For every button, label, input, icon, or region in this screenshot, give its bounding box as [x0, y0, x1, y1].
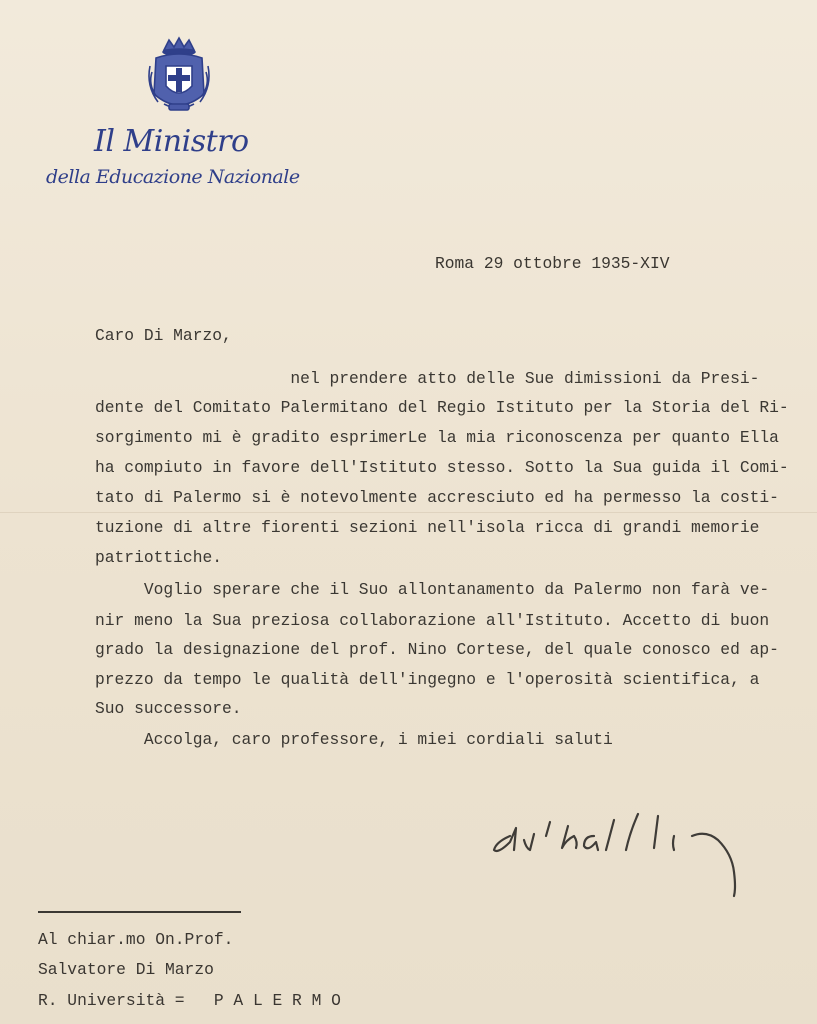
body-line: nel prendere atto delle Sue dimissioni da Presi- — [95, 369, 760, 388]
address-line: Salvatore Di Marzo — [38, 960, 214, 979]
body-line: Accolga, caro professore, i miei cordiali saluti — [95, 730, 613, 749]
body-line: grado la designazione del prof. Nino Cortese, del quale conosco ed ap- — [95, 640, 779, 659]
address-divider — [38, 911, 241, 913]
paper-fold — [0, 512, 817, 513]
body-line: dente del Comitato Palermitano del Regio Istituto per la Storia del Ri- — [95, 398, 789, 417]
body-line: Voglio sperare che il Suo allontanamento da Palermo non farà ve- — [95, 580, 770, 599]
letterhead-subtitle: della Educazione Nazionale — [46, 166, 300, 188]
body-line: sorgimento mi è gradito esprimerLe la mia riconoscenza per quanto Ella — [95, 428, 779, 447]
letter-date: Roma 29 ottobre 1935-XIV — [435, 254, 670, 273]
body-line: patriottiche. — [95, 548, 223, 567]
salutation: Caro Di Marzo, — [95, 326, 232, 345]
address-line: Al chiar.mo On.Prof. — [38, 930, 234, 949]
body-line: tato di Palermo si è notevolmente accresciuto ed ha permesso la costi- — [95, 488, 779, 507]
royal-crest-icon — [144, 36, 214, 118]
address-line: R. Università = P A L E R M O — [38, 991, 341, 1010]
body-line: tuzione di altre fiorenti sezioni nell'isola ricca di grandi memorie — [95, 518, 760, 537]
handwritten-signature — [488, 792, 748, 902]
body-line: Suo successore. — [95, 699, 242, 718]
body-line: prezzo da tempo le qualità dell'ingegno e l'operosità scientifica, a — [95, 670, 760, 689]
body-line: nir meno la Sua preziosa collaborazione all'Istituto. Accetto di buon — [95, 611, 770, 630]
body-line: ha compiuto in favore dell'Istituto stesso. Sotto la Sua guida il Comi- — [95, 458, 789, 477]
letterhead-title: Il Ministro — [94, 124, 249, 159]
